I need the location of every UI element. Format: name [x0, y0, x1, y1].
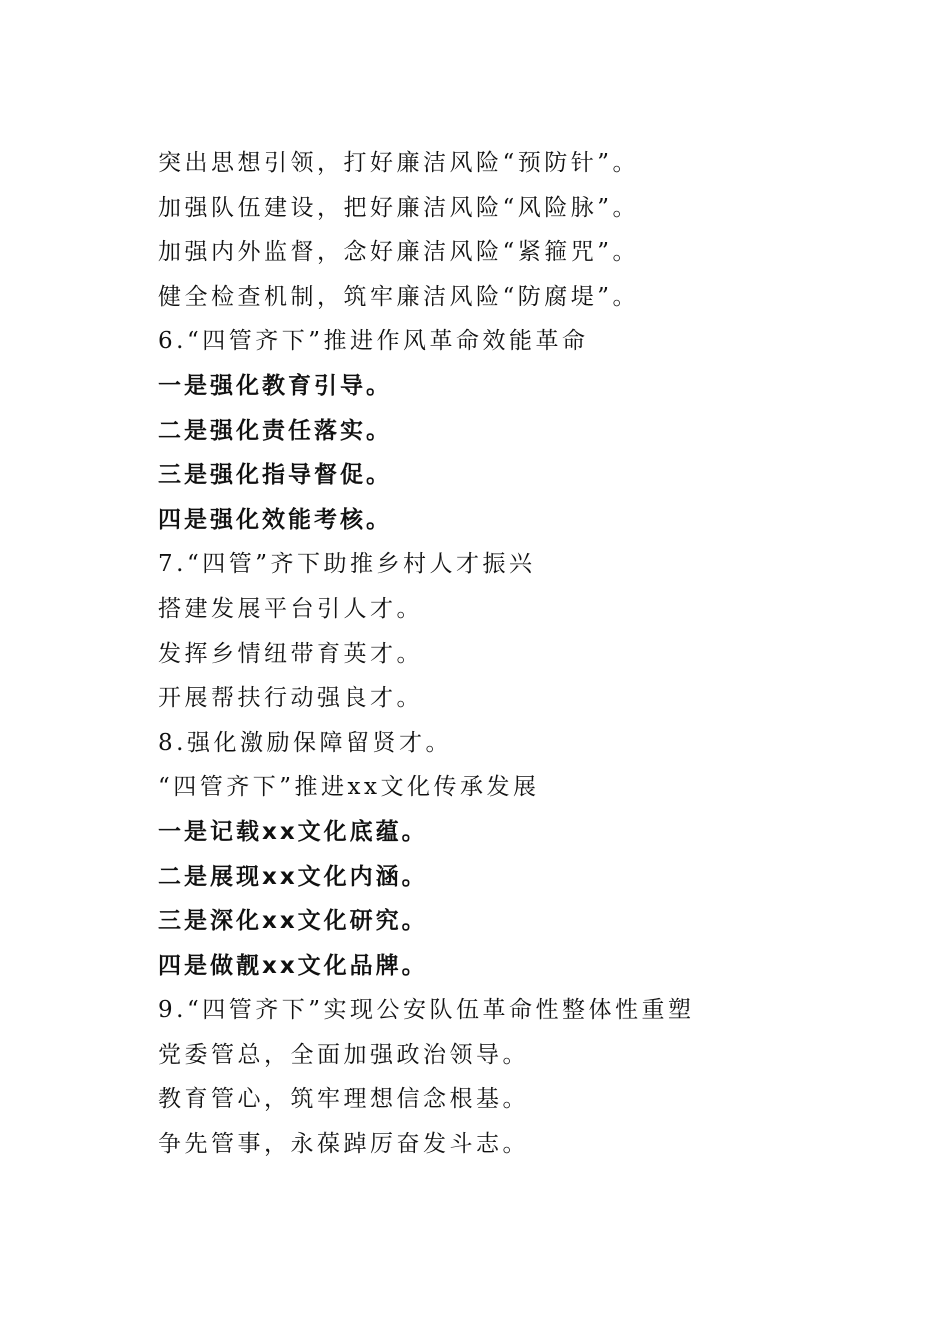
text-line: 一是强化教育引导。	[158, 372, 392, 399]
section-heading: 8.强化激励保障留贤才。	[158, 729, 452, 756]
text-line: 党委管总，全面加强政治领导。	[158, 1041, 529, 1068]
text-line: 三是强化指导督促。	[158, 462, 392, 489]
text-line: 三是深化xx文化研究。	[158, 908, 428, 935]
section-heading: “四管齐下”推进xx文化传承发展	[158, 774, 540, 801]
section-heading: 6.“四管齐下”推进作风革命效能革命	[158, 328, 589, 355]
text-line: 发挥乡情纽带育英才。	[158, 640, 423, 667]
section-heading: 9.“四管齐下”实现公安队伍革命性整体性重塑	[158, 997, 695, 1024]
text-line: 四是做靓xx文化品牌。	[158, 952, 428, 979]
text-line: 搭建发展平台引人才。	[158, 595, 423, 622]
text-line: 一是记载xx文化底蕴。	[158, 818, 428, 845]
text-line: 二是展现xx文化内涵。	[158, 863, 428, 890]
text-line: 突出思想引领，打好廉洁风险“预防针”。	[158, 150, 640, 176]
section-heading: 7.“四管”齐下助推乡村人才振兴	[158, 551, 536, 578]
text-line: 四是强化效能考核。	[158, 506, 392, 533]
text-line: 健全检查机制，筑牢廉洁风险“防腐堤”。	[158, 283, 640, 310]
text-line: 教育管心，筑牢理想信念根基。	[158, 1086, 529, 1113]
text-line: 加强内外监督，念好廉洁风险“紧箍咒”。	[158, 239, 640, 266]
text-line: 加强队伍建设，把好廉洁风险“风险脉”。	[158, 194, 640, 221]
text-line: 二是强化责任落实。	[158, 417, 392, 444]
text-line: 开展帮扶行动强良才。	[158, 685, 423, 712]
text-line: 争先管事，永葆踔厉奋发斗志。	[158, 1131, 529, 1158]
document-body	[158, 141, 858, 1167]
